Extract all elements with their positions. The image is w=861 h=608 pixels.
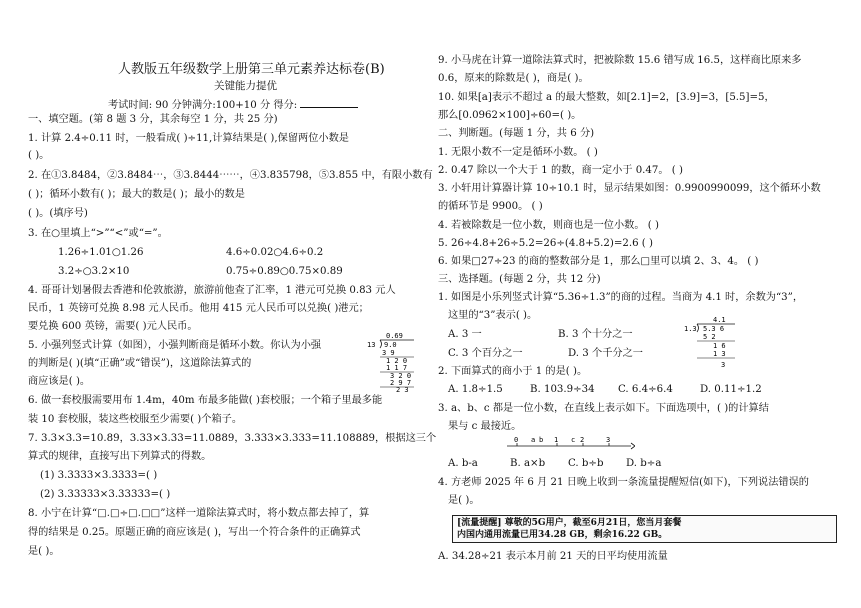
q5-row6: 2 3 xyxy=(396,386,409,392)
choice1-option-d[interactable]: D. 3 个千分之一 xyxy=(568,348,643,359)
choice3-option-d[interactable]: D. b÷a xyxy=(626,458,662,469)
choice1-option-b[interactable]: B. 3 个十分之一 xyxy=(558,329,633,340)
q7-line1: 7. 3.3×3.3=10.89，3.33×3.33=11.0889，3.333×3.333=11.108889，根据这三个 xyxy=(28,433,437,444)
choice1-line1: 1. 如图是小乐列竖式计算“5.36÷1.3”的商的过程。当商为 4.1 时，余数为“3”， xyxy=(438,292,804,303)
choice2-option-b[interactable]: B. 103.9÷34 xyxy=(530,384,595,395)
q2-line3: ( )。(填序号) xyxy=(28,208,88,219)
q4-line2: 民币，1 英镑可兑换 8.98 元人民币。他用 415 元人民币可以兑换( )港元； xyxy=(28,303,369,314)
judge-3-line2: 的循环节是 9900。 ( ) xyxy=(438,201,543,212)
exam-info-text: 考试时间: 90 分钟满分:100+10 分 得分: xyxy=(108,100,298,111)
q5-line2: 的判断是( )(填“正确”或“错误”)，这道除法算式的 xyxy=(28,358,252,369)
choice3-option-c[interactable]: C. b÷b xyxy=(568,458,604,469)
choice3-line1: 3. a、b、c 都是一位小数，在直线上表示如下。下面选项中，( )的计算结 xyxy=(438,403,769,414)
judge-5: 5. 26÷4.8+26÷5.2=26÷(4.8+5.2)=2.6 ( ) xyxy=(438,238,653,249)
choice1-row3: 1 3 xyxy=(713,350,726,358)
q3-line1: 3. 在○里填上“>”“<”或“=”。 xyxy=(28,228,168,239)
q5-divisor: 13 xyxy=(367,341,376,349)
q1-line1: 1. 计算 2.4÷0.11 时，一般看成( )÷11,计算结果是( ),保留两位小数是 xyxy=(28,133,349,144)
choice3-option-a[interactable]: A. b-a xyxy=(448,458,478,469)
q5-dividend: 9.0 xyxy=(384,341,397,349)
number-line-label-1: 1 xyxy=(554,436,559,444)
number-line-figure xyxy=(505,435,635,453)
choice1-long-division-figure xyxy=(683,314,737,372)
choice4-line1: 4. 方老师 2025 年 6 月 21 日晚上收到一条流量提醒短信(如下)，下列说法错误的 xyxy=(438,477,809,488)
q7-line2: 算式的规律，直接写出下列算式的得数。 xyxy=(28,451,212,462)
judge-4: 4. 若被除数是一位小数，则商也是一位小数。 ( ) xyxy=(438,220,659,231)
q7-sub2: (2) 3.33333×3.33333=( ) xyxy=(40,489,171,500)
q7-sub1: (1) 3.3333×3.3333=( ) xyxy=(40,470,158,481)
q6-line2: 装 10 套校服，装这些校服至少需要( )个箱子。 xyxy=(28,414,243,425)
choice1-quotient: 4.1 xyxy=(713,316,726,324)
choice2-option-a[interactable]: A. 1.8÷1.5 xyxy=(448,384,503,395)
choice4-line2: 是( )。 xyxy=(448,495,480,506)
q2-line2: ( )；循环小数有( )；最大的数是( )；最小的数是 xyxy=(28,189,245,200)
section-choice-title: 三、选择题。(每题 2 分，共 12 分) xyxy=(438,274,601,285)
score-blank xyxy=(300,98,358,108)
q2-line1: 2. 在①3.8484，②3.8484⋯，③3.8444⋯⋯，④3.835798，⑤3.855 中，有限小数有 xyxy=(28,170,433,181)
q10-line1: 10. 如果[a]表示不超过 a 的最大整数，如[2.1]=2，[3.9]=3，[5.5]=5， xyxy=(438,92,775,103)
choice2-option-c[interactable]: C. 6.4÷6.4 xyxy=(618,384,673,395)
q5-row1: 3 9 xyxy=(382,349,395,357)
number-line-label-b: b xyxy=(539,436,544,444)
choice2-stem: 2. 下面算式的商小于 1 的是( )。 xyxy=(438,366,588,377)
q5-line1: 5. 小强列竖式计算（如图），小强判断商是循环小数。你认为小强 xyxy=(28,340,322,351)
q8-line1: 8. 小宁在计算“□.□÷□.□□”这样一道除法算式时，将小数点都去掉了，算 xyxy=(28,508,370,519)
choice1-dividend: 5.3 6 xyxy=(703,325,725,333)
q1-line2: ( )。 xyxy=(28,150,50,161)
judge-1: 1. 无限小数不一定是循环小数。 ( ) xyxy=(438,147,598,158)
q3-compare-d: 0.75÷0.89○0.75×0.89 xyxy=(226,266,343,277)
page-title: 人教版五年级数学上册第三单元素养达标卷(B) xyxy=(118,62,385,77)
number-line-label-2: 2 xyxy=(580,436,585,444)
q9-line2: 0.6，原来的除数是( )，商是( )。 xyxy=(438,73,589,84)
q8-line2: 得的结果是 0.25。原题正确的商应该是( )，写出一个符合条件的正确算式 xyxy=(28,527,361,538)
exam-info xyxy=(108,98,358,112)
number-line-label-0: 0 xyxy=(514,436,519,444)
number-line-label-c: c xyxy=(571,436,576,444)
number-line-label-a: a xyxy=(531,436,536,444)
q5-row5: 2 9 7 xyxy=(390,379,412,387)
judge-2: 2. 0.47 除以一个大于 1 的数，商一定小于 0.47。 ( ) xyxy=(438,165,683,176)
judge-3-line1: 3. 小轩用计算器计算 10÷10.1 时，显示结果如图：0.9900990099，这个循环小数 xyxy=(438,183,821,194)
choice2-option-d[interactable]: D. 0.11÷1.2 xyxy=(700,384,762,395)
number-line-label-3: 3 xyxy=(606,436,611,444)
choice1-line2: 这里的“3”表示( )。 xyxy=(448,310,538,321)
q5-long-division-figure xyxy=(366,330,418,392)
q5-quotient: 0.69 xyxy=(386,332,403,340)
choice1-row2: 1 6 xyxy=(713,342,726,350)
q5-row2: 1 2 0 xyxy=(386,357,408,365)
q3-compare-a: 1.26÷1.01○1.26 xyxy=(58,247,144,258)
choice1-row4: 3 xyxy=(721,361,726,369)
q10-line2: 那么[0.0962×100]÷60=( )。 xyxy=(438,110,582,121)
choice1-option-a[interactable]: A. 3 一 xyxy=(448,329,482,340)
judge-6: 6. 如果□27÷23 的商的整数部分是 1，那么□里可以填 2、3、4。 ( ) xyxy=(438,256,759,267)
choice3-line2: 果与 c 最接近。 xyxy=(448,421,522,432)
sms-line1: [流量提醒] 尊敬的5G用户，截至6月21日，您当月套餐 xyxy=(457,518,682,528)
q4-line3: 要兑换 600 英镑，需要( )元人民币。 xyxy=(28,321,198,332)
q4-line1: 4. 哥哥计划暑假去香港和伦敦旅游，旅游前他查了汇率，1 港元可兑换 0.83 元人 xyxy=(28,285,396,296)
page-subtitle: 关键能力提优 xyxy=(214,80,277,92)
sms-line2: 内国内通用流量已用34.28 GB，剩余16.22 GB。 xyxy=(457,530,668,541)
section-fill-title: 一、填空题。(第 8 题 3 分，其余每空 1 分，共 25 分) xyxy=(28,114,278,125)
q5-row3: 1 1 7 xyxy=(386,364,408,372)
q5-line3: 商应该是( )。 xyxy=(28,376,91,387)
section-judge-title: 二、判断题。(每题 1 分，共 6 分) xyxy=(438,128,595,139)
choice1-divisor: 1.3 xyxy=(684,325,697,333)
q9-line1: 9. 小马虎在计算一道除法算式时，把被除数 15.6 错写成 16.5，这样商比原来多 xyxy=(438,55,802,66)
sms-reminder-box xyxy=(452,515,837,543)
q3-compare-c: 3.2÷○3.2×10 xyxy=(58,266,130,277)
q3-compare-b: 4.6÷0.02○4.6÷0.2 xyxy=(226,247,324,258)
choice4-option-a[interactable]: A. 34.28÷21 表示本月前 21 天的日平均使用流量 xyxy=(438,551,668,562)
q6-line1: 6. 做一套校服需要用布 1.4m，40m 布最多能做( )套校服；一个箱子里最多能 xyxy=(28,395,383,406)
choice1-row1: 5 2 xyxy=(703,333,716,341)
choice3-option-b[interactable]: B. a×b xyxy=(510,458,546,469)
q5-row4: 3 2 0 xyxy=(390,372,412,380)
choice1-option-c[interactable]: C. 3 个百分之一 xyxy=(448,348,523,359)
q8-line3: 是( )。 xyxy=(28,546,60,557)
